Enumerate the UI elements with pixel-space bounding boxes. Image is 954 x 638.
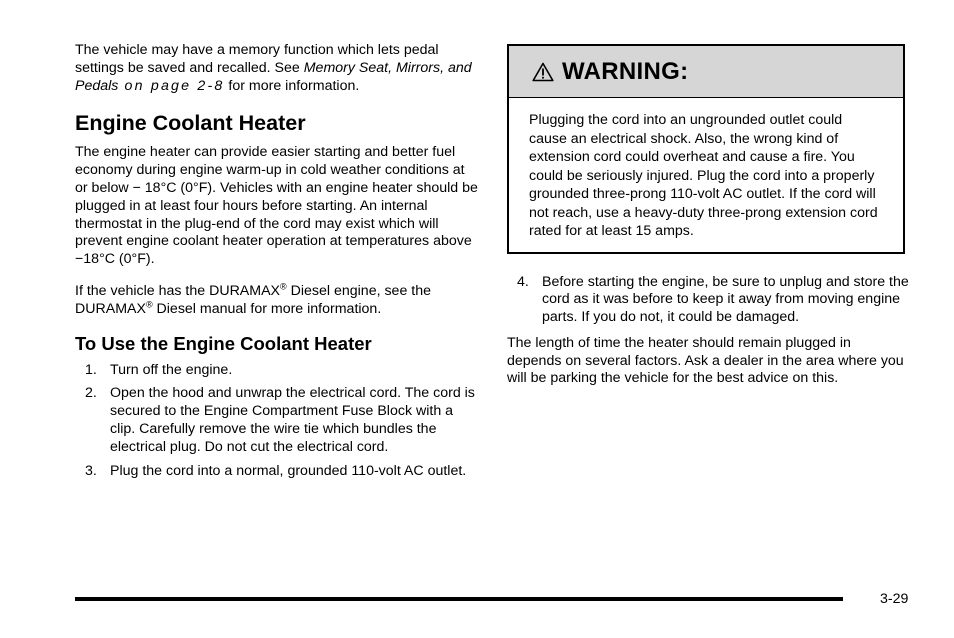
list-item: [75, 463, 480, 481]
left-column: [75, 42, 480, 486]
intro-text: The vehicle may have a memory function which lets pedal settings be saved and recalled. See: [75, 42, 439, 76]
warning-body: [509, 98, 903, 252]
step-text: Plug the cord into a normal, grounded 110‑volt AC outlet.: [110, 462, 467, 479]
warning-header: [509, 46, 903, 98]
step-number: 2.: [85, 385, 97, 402]
footer-rule: [75, 597, 843, 601]
para2-part-a: If the vehicle has the DURAMAX: [75, 282, 281, 299]
step-text: Before starting the engine, be sure to unplug and store the cord as it was before to keep it away from moving engine parts. If you do not, it could be damaged.: [542, 273, 909, 326]
cross-reference-title: Memory Seat, Mirrors, and Pedals: [75, 59, 472, 94]
steps-list-continued: [507, 274, 909, 327]
step-number: 3.: [85, 462, 97, 479]
subsection-title: To Use the Engine Coolant Heater: [75, 332, 372, 354]
registered-mark: ®: [280, 281, 287, 292]
warning-text: Plugging the cord into an ungrounded outlet could cause an electrical shock. Also, the wrong kind of extension cord could overheat and cause a fire. You could be seriously injured. Plug the cord into a properly grounded three‑prong 110‑volt AC outlet. If the cord will not reach, use a heavy‑duty three‑prong extension cord rated for at least 15 amps.: [529, 112, 878, 239]
warning-triangle-icon: [532, 62, 554, 82]
para2-part-b: Diesel engine, see the DURAMAX: [75, 282, 432, 317]
right-column: [507, 42, 909, 388]
intro-text-end: for more information.: [224, 77, 360, 94]
step-number: 4.: [517, 273, 529, 290]
step-number: 1.: [85, 361, 97, 378]
step-text: Turn off the engine.: [110, 361, 233, 378]
registered-mark: ®: [145, 299, 153, 310]
list-item: [75, 362, 480, 380]
intro-paragraph: [75, 42, 480, 95]
warning-box: [507, 44, 905, 254]
section-paragraph-2: [75, 283, 480, 319]
list-item: [507, 274, 909, 327]
cross-reference-page: on page 2‑8: [118, 77, 225, 94]
step-text: Open the hood and unwrap the electrical cord. The cord is secured to the Engine Compartment Fuse Block with a clip. Carefully remove the wire tie which bundles the electrical plug. Do not cut the electrical cord.: [110, 385, 475, 455]
section-paragraph-1: The engine heater can provide easier starting and better fuel economy during engine warm‑up in cold weather conditions at or below − 18°C (0°F). Vehicles with an engine heater should be plugged in at least four hours before starting. An internal thermostat in the plug‑end of the cord may exist which will prevent engine coolant heater operation at temperatures above −18°C (0°F).: [75, 144, 478, 268]
warning-title: WARNING:: [562, 57, 689, 85]
list-item: [75, 385, 480, 456]
closing-paragraph: The length of time the heater should remain plugged in depends on several factors. Ask a dealer in the area where you will be parking the vehicle for the best advice on this.: [507, 334, 904, 387]
steps-list: [75, 362, 480, 481]
page-number: 3-29: [880, 591, 909, 607]
section-title: Engine Coolant Heater: [75, 111, 306, 136]
para2-part-c: Diesel manual for more information.: [152, 300, 382, 317]
